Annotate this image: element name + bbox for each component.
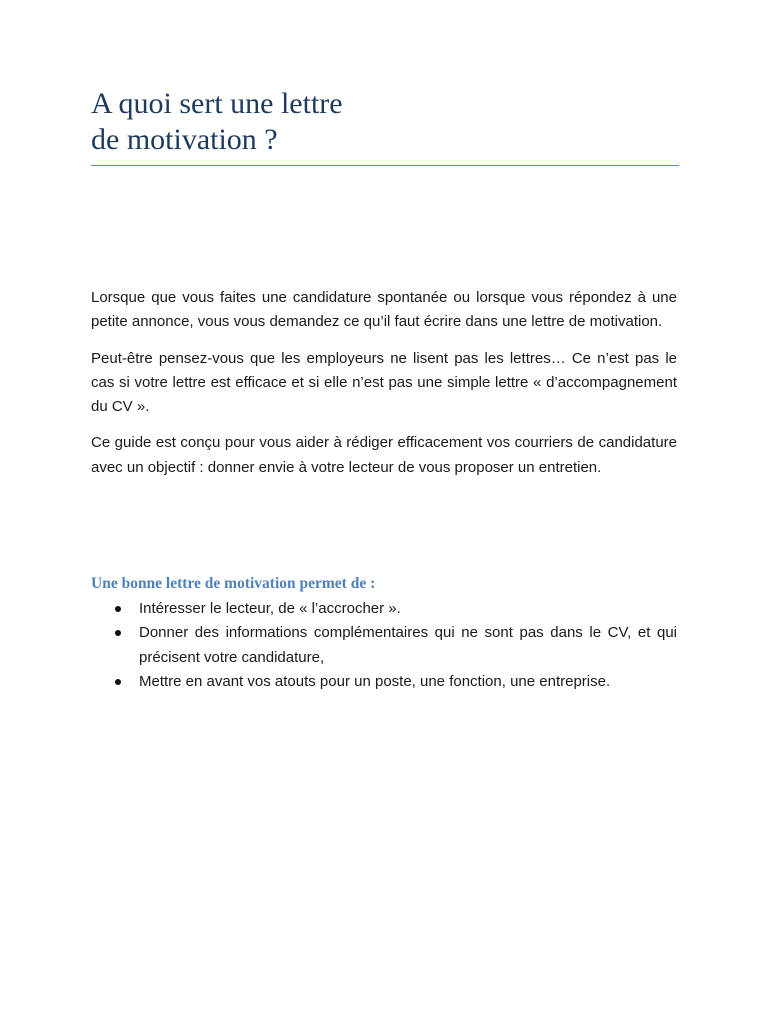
- section-heading: Une bonne lettre de motivation permet de :: [91, 575, 376, 592]
- bullet-list: [91, 597, 677, 694]
- paragraph-2: Peut-être pensez-vous que les employeurs ne lisent pas les lettres… Ce n’est pas le cas si votre lettre est efficace et si elle n’est pas une simple lettre « d’accompagnement du CV ».: [91, 349, 677, 416]
- bullet-icon: [115, 606, 121, 612]
- paragraph-1: Lorsque que vous faites une candidature spontanée ou lorsque vous répondez à une petite annonce, vous vous demandez ce qu’il faut écrire dans une lettre de motivation.: [91, 289, 677, 331]
- list-item-text: Intéresser le lecteur, de « l’accrocher ».: [139, 600, 401, 617]
- title-underline: [91, 165, 679, 166]
- document-title: [91, 86, 691, 158]
- list-item-text: Donner des informations complémentaires qui ne sont pas dans le CV, et qui précisent votre candidature,: [139, 624, 677, 666]
- list-item-text: Mettre en avant vos atouts pour un poste, une fonction, une entreprise.: [139, 672, 611, 690]
- list-item: [91, 597, 677, 621]
- title-line-1: A quoi sert une lettre: [91, 87, 343, 120]
- paragraph-3: Ce guide est conçu pour vous aider à rédiger efficacement vos courriers de candidature avec un objectif : donner envie à votre lecteur de vous proposer un entretien.: [91, 434, 677, 476]
- body-text: [91, 286, 677, 492]
- list-item: [91, 621, 677, 670]
- bullet-icon: [115, 630, 121, 636]
- title-line-2: de motivation ?: [91, 123, 278, 156]
- list-item: [91, 670, 677, 694]
- bullet-icon: [115, 679, 121, 685]
